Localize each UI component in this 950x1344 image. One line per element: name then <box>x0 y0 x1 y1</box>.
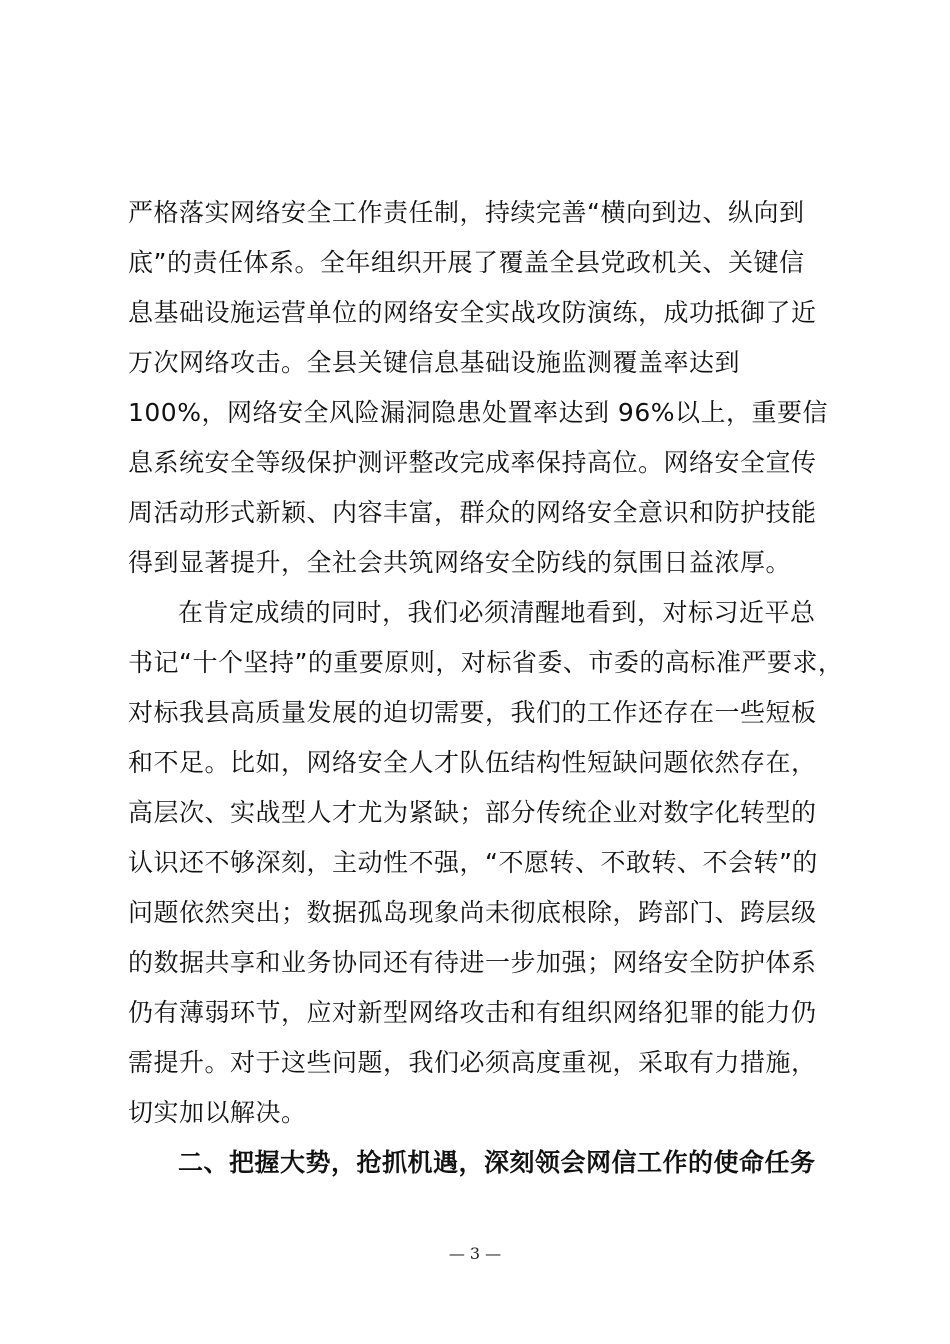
paragraph-line: 切实加以解决。 <box>128 1098 307 1127</box>
paragraph-line: 100%，网络安全风险漏洞隐患处置率达到 96%以上，重要信 <box>128 398 828 427</box>
page-number: — 3 — <box>448 1244 502 1263</box>
paragraph-line: 底”的责任体系。全年组织开展了覆盖全县党政机关、关键信 <box>128 248 805 277</box>
paragraph-line: 认识还不够深刻，主动性不强，“不愿转、不敢转、不会转”的 <box>128 848 818 877</box>
paragraph-line: 周活动形式新颖、内容丰富，群众的网络安全意识和防护技能 <box>128 498 817 527</box>
paragraph-line: 仍有薄弱环节，应对新型网络攻击和有组织网络犯罪的能力仍 <box>128 998 817 1027</box>
paragraph-line: 万次网络攻击。全县关键信息基础设施监测覆盖率达到 <box>128 348 741 377</box>
paragraph-line: 严格落实网络安全工作责任制，持续完善“横向到边、纵向到 <box>128 198 805 227</box>
section-heading: 二、把握大势，抢抓机遇，深刻领会网信工作的使命任务 <box>178 1148 816 1177</box>
paragraph-line: 问题依然突出；数据孤岛现象尚未彻底根除，跨部门、跨层级 <box>128 898 817 927</box>
paragraph-line: 需提升。对于这些问题，我们必须高度重视，采取有力措施， <box>128 1048 817 1077</box>
paragraph-line: 得到显著提升，全社会共筑网络安全防线的氛围日益浓厚。 <box>128 548 792 577</box>
paragraph-line: 的数据共享和业务协同还有待进一步加强；网络安全防护体系 <box>128 948 817 977</box>
paragraph-line: 息系统安全等级保护测评整改完成率保持高位。网络安全宣传 <box>128 448 817 477</box>
paragraph-line: 对标我县高质量发展的迫切需要，我们的工作还存在一些短板 <box>128 698 817 727</box>
paragraph-line: 息基础设施运营单位的网络安全实战攻防演练，成功抵御了近 <box>128 298 817 327</box>
paragraph-line: 书记“十个坚持”的重要原则，对标省委、市委的高标准严要求， <box>128 648 844 677</box>
paragraph-line: 高层次、实战型人才尤为紧缺；部分传统企业对数字化转型的 <box>128 798 817 827</box>
paragraph-line: 和不足。比如，网络安全人才队伍结构性短缺问题依然存在， <box>128 748 817 777</box>
paragraph-line: 在肯定成绩的同时，我们必须清醒地看到，对标习近平总 <box>178 598 816 627</box>
